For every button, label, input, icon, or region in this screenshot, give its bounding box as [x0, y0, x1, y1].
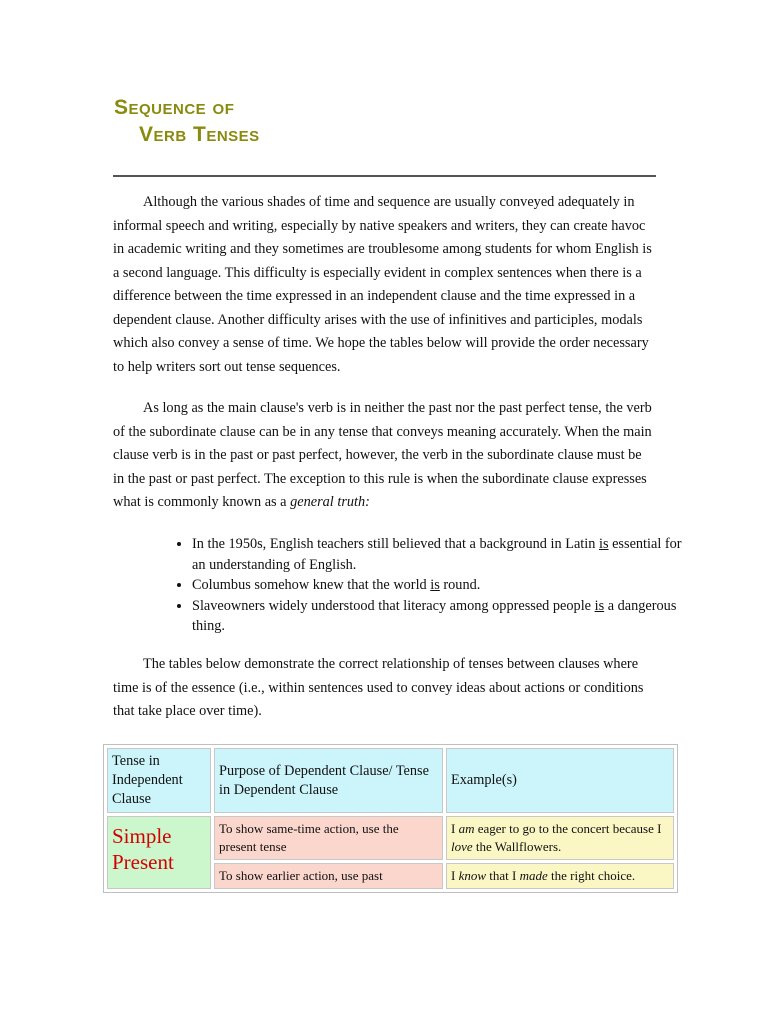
header-tense: Tense in Independent Clause	[107, 748, 211, 813]
example-text: that I	[486, 868, 520, 883]
general-truth-term: general truth:	[290, 494, 370, 510]
list-item-text: Slaveowners widely understood that literacy among oppressed people	[192, 597, 595, 614]
intro-paragraph: Although the various shades of time and sequence are usually conveyed adequately in informal speech and writing, especially by native speakers and writers, they can create havoc in academic writing and they sometimes are troublesome among students for whom English is a second language. This difficulty is especially evident in complex sentences when there is a difference between the time expressed in an independent clause and the time expressed in a dependent clause. Another difficulty arises with the use of infinitives and participles, modals which also convey a sense of time. We hope the tables below will provide the order necessary to help writers sort out tense sequences.	[113, 194, 652, 375]
header-purpose: Purpose of Dependent Clause/ Tense in Dependent Clause	[214, 748, 443, 813]
example-cell	[446, 816, 674, 860]
list-item	[192, 534, 687, 575]
example-verb: love	[451, 839, 473, 854]
title-line-2: Verb Tenses	[139, 123, 260, 146]
example-verb: am	[458, 821, 475, 836]
general-truth-examples	[160, 534, 687, 637]
table-row	[107, 816, 674, 860]
example-text: I	[451, 868, 459, 883]
purpose-cell: To show earlier action, use past	[214, 863, 443, 889]
example-text: the right choice.	[547, 868, 636, 883]
tense-sequence-table	[103, 744, 678, 893]
title-line-1: Sequence of	[114, 96, 235, 119]
list-item	[192, 575, 687, 596]
list-item-text: In the 1950s, English teachers still believed that a background in Latin	[192, 536, 599, 552]
list-item-verb: is	[594, 597, 605, 614]
example-text: I	[451, 821, 459, 836]
rule-paragraph-text: As long as the main clause's verb is in neither the past nor the past perfect tense, the verb of the subordinate clause can be in any tense that conveys meaning accurately. When the main clause verb is in the past or past perfect, however, the verb in the subordinate clause must be in the past or past perfect. The exception to this rule is when the subordinate clause expresses what is commonly known as a	[113, 400, 652, 510]
tense-name-cell: Simple Present	[107, 816, 211, 889]
page-title	[114, 90, 260, 148]
list-item-verb: is	[598, 536, 609, 552]
header-examples: Example(s)	[446, 748, 674, 813]
example-cell	[446, 863, 674, 889]
example-verb: know	[458, 868, 487, 883]
list-item-text: round.	[439, 577, 481, 593]
table-intro-paragraph: The tables below demonstrate the correct relationship of tenses between clauses where time is of the essence (i.e., within sentences used to convey ideas about actions or conditions that take place over time).	[113, 656, 644, 719]
example-verb: made	[519, 868, 548, 883]
rule-paragraph	[113, 397, 653, 515]
list-item-text: essential for an understanding of English.	[192, 536, 682, 573]
example-text: eager to go to the concert because I	[474, 821, 662, 836]
purpose-cell: To show same-time action, use the present tense	[214, 816, 443, 860]
table-header-row	[107, 748, 674, 813]
list-item-text: Columbus somehow knew that the world	[192, 577, 431, 593]
list-item	[192, 596, 687, 637]
title-divider	[113, 175, 656, 177]
example-text: the Wallflowers.	[472, 839, 562, 854]
list-item-text: a dangerous thing.	[192, 597, 677, 634]
list-item-verb: is	[430, 577, 440, 593]
